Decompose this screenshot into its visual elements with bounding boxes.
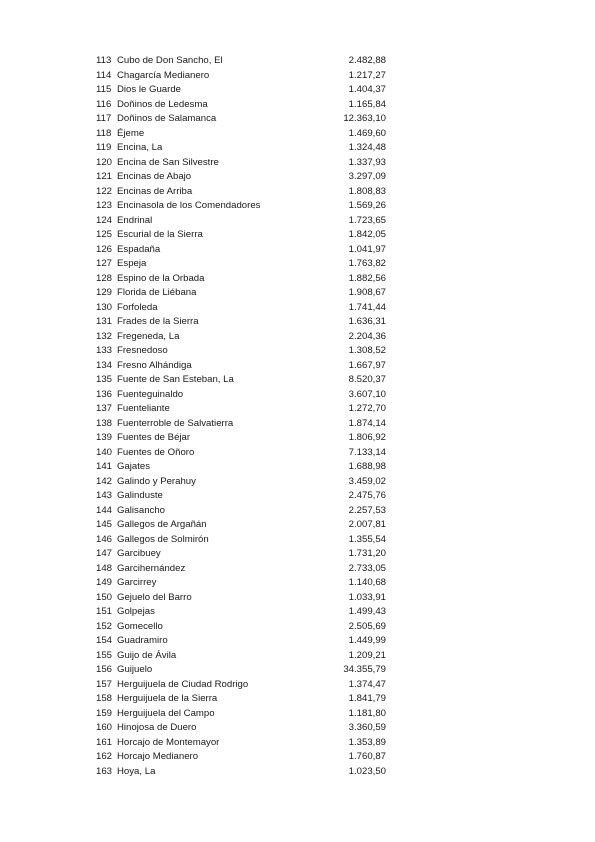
amount-value: 1.499,43 — [348, 606, 386, 617]
amount-value: 2.204,36 — [348, 330, 386, 342]
list-item — [96, 547, 386, 562]
item-number: 134 — [96, 359, 113, 371]
list-item — [96, 257, 386, 272]
amount-value: 1.908,67 — [348, 287, 386, 298]
item-number: 126 — [96, 243, 113, 255]
list-item — [96, 562, 386, 577]
amount-value: 1.308,52 — [348, 345, 386, 356]
list-item — [96, 460, 386, 475]
item-number: 155 — [96, 649, 113, 661]
item-number: 135 — [96, 374, 113, 385]
list-item — [96, 417, 386, 432]
list-item — [96, 605, 386, 620]
amount-value: 34.355,79 — [343, 664, 386, 675]
list-item — [96, 185, 386, 200]
amount-value: 2.482,88 — [348, 55, 386, 66]
municipality-list — [96, 54, 386, 779]
list-item — [96, 707, 386, 722]
item-number: 141 — [96, 461, 113, 472]
municipality-name: Galindo y Perahuy — [117, 475, 196, 487]
municipality-name: Hinojosa de Duero — [117, 722, 197, 733]
item-number: 162 — [96, 751, 113, 762]
item-number: 132 — [96, 330, 113, 342]
list-item — [96, 344, 386, 359]
municipality-name: Frades de la Sierra — [117, 316, 199, 327]
item-number: 121 — [96, 171, 113, 182]
list-item — [96, 199, 386, 214]
list-item — [96, 272, 386, 287]
amount-value: 1.808,83 — [348, 185, 386, 197]
item-number: 129 — [96, 287, 113, 298]
item-number: 147 — [96, 548, 113, 559]
list-item — [96, 750, 386, 765]
list-item — [96, 446, 386, 461]
item-number: 161 — [96, 736, 113, 748]
amount-value: 3.459,02 — [348, 475, 386, 487]
list-item — [96, 388, 386, 403]
list-item — [96, 170, 386, 185]
municipality-name: Espadaña — [117, 243, 161, 255]
item-number: 136 — [96, 388, 113, 400]
list-item — [96, 141, 386, 156]
municipality-name: Fuenterroble de Salvatierra — [117, 417, 234, 429]
list-item — [96, 591, 386, 606]
list-item — [96, 649, 386, 664]
municipality-name: Chagarcía Medianero — [117, 69, 210, 81]
item-number: 124 — [96, 214, 113, 226]
list-item — [96, 330, 386, 345]
item-number: 159 — [96, 707, 113, 719]
amount-value: 1.404,37 — [348, 84, 386, 95]
item-number: 140 — [96, 446, 113, 458]
municipality-name: Fuenteguinaldo — [117, 388, 184, 400]
amount-value: 2.505,69 — [348, 620, 386, 632]
item-number: 113 — [96, 55, 112, 66]
amount-value: 12.363,10 — [343, 113, 386, 124]
list-item — [96, 228, 386, 243]
list-item — [96, 533, 386, 548]
municipality-name: Herguijuela de la Sierra — [117, 693, 218, 704]
item-number: 117 — [96, 113, 112, 124]
item-number: 160 — [96, 722, 113, 733]
municipality-name: Encinasola de los Comendadores — [117, 200, 261, 211]
municipality-name: Herguijuela del Campo — [117, 707, 215, 719]
amount-value: 1.023,50 — [348, 765, 386, 777]
item-number: 143 — [96, 490, 113, 501]
amount-value: 1.667,97 — [348, 359, 386, 371]
municipality-name: Doñinos de Salamanca — [117, 113, 217, 124]
municipality-name: Gajates — [117, 461, 151, 472]
list-item — [96, 301, 386, 316]
list-item — [96, 736, 386, 751]
amount-value: 1.355,54 — [348, 533, 386, 545]
municipality-name: Éjeme — [117, 127, 145, 139]
municipality-name: Garcibuey — [117, 548, 161, 559]
amount-value: 1.469,60 — [348, 127, 386, 139]
municipality-name: Espino de la Orbada — [117, 272, 205, 284]
amount-value: 3.607,10 — [348, 388, 386, 400]
list-item — [96, 315, 386, 330]
municipality-name: Horcajo de Montemayor — [117, 736, 220, 748]
amount-value: 1.874,14 — [348, 417, 386, 429]
municipality-name: Garcirrey — [117, 577, 157, 588]
item-number: 122 — [96, 185, 113, 197]
municipality-name: Guadramiro — [117, 635, 168, 646]
amount-value: 1.041,97 — [348, 243, 386, 255]
item-number: 144 — [96, 504, 113, 516]
municipality-name: Gallegos de Solmirón — [117, 533, 209, 545]
municipality-name: Fuentes de Oñoro — [117, 446, 195, 458]
amount-value: 8.520,37 — [348, 374, 386, 385]
amount-value: 1.806,92 — [348, 432, 386, 443]
list-item — [96, 518, 386, 533]
municipality-name: Forfoleda — [117, 301, 158, 313]
item-number: 154 — [96, 635, 113, 646]
list-item — [96, 286, 386, 301]
municipality-name: Encina, La — [117, 142, 163, 153]
municipality-name: Fresnedoso — [117, 345, 168, 356]
municipality-name: Galisancho — [117, 504, 165, 516]
amount-value: 1.763,82 — [348, 258, 386, 269]
amount-value: 1.272,70 — [348, 403, 386, 414]
amount-value: 1.569,26 — [348, 200, 386, 211]
municipality-name: Gejuelo del Barro — [117, 591, 192, 603]
item-number: 150 — [96, 591, 113, 603]
municipality-name: Encinas de Abajo — [117, 171, 192, 182]
amount-value: 1.731,20 — [348, 548, 386, 559]
amount-value: 1.842,05 — [348, 229, 386, 240]
list-item — [96, 721, 386, 736]
list-item — [96, 431, 386, 446]
municipality-name: Galinduste — [117, 490, 163, 501]
list-item — [96, 69, 386, 84]
amount-value: 1.140,68 — [348, 577, 386, 588]
municipality-name: Encinas de Arriba — [117, 185, 193, 197]
municipality-name: Cubo de Don Sancho, El — [117, 55, 223, 66]
amount-value: 1.033,91 — [348, 591, 386, 603]
municipality-name: Fuentes de Béjar — [117, 432, 191, 443]
list-item — [96, 475, 386, 490]
municipality-name: Fuente de San Esteban, La — [117, 374, 234, 385]
amount-value: 1.723,65 — [348, 214, 386, 226]
item-number: 123 — [96, 200, 113, 211]
list-item — [96, 54, 386, 69]
amount-value: 1.841,79 — [348, 693, 386, 704]
list-item — [96, 373, 386, 388]
amount-value: 1.760,87 — [348, 751, 386, 762]
amount-value: 1.217,27 — [348, 69, 386, 81]
item-number: 114 — [96, 69, 112, 81]
item-number: 130 — [96, 301, 113, 313]
municipality-name: Dios le Guarde — [117, 84, 181, 95]
municipality-name: Guijo de Ávila — [117, 649, 177, 661]
list-item — [96, 243, 386, 258]
list-item — [96, 678, 386, 693]
municipality-name: Horcajo Medianero — [117, 751, 199, 762]
item-number: 145 — [96, 519, 113, 530]
amount-value: 1.374,47 — [348, 678, 386, 690]
list-item — [96, 765, 386, 780]
amount-value: 1.324,48 — [348, 142, 386, 153]
item-number: 127 — [96, 258, 113, 269]
list-item — [96, 663, 386, 678]
list-item — [96, 127, 386, 142]
amount-value: 1.882,56 — [348, 272, 386, 284]
amount-value: 1.337,93 — [348, 156, 386, 168]
item-number: 118 — [96, 127, 112, 139]
municipality-name: Encina de San Silvestre — [117, 156, 219, 168]
item-number: 137 — [96, 403, 113, 414]
list-item — [96, 620, 386, 635]
list-item — [96, 83, 386, 98]
amount-value: 2.733,05 — [348, 562, 386, 574]
amount-value: 1.636,31 — [348, 316, 386, 327]
item-number: 125 — [96, 229, 113, 240]
item-number: 139 — [96, 432, 113, 443]
amount-value: 7.133,14 — [348, 446, 386, 458]
municipality-name: Garcihernández — [117, 562, 186, 574]
municipality-name: Doñinos de Ledesma — [117, 98, 208, 110]
municipality-name: Fresno Alhándiga — [117, 359, 192, 371]
list-item — [96, 98, 386, 113]
item-number: 119 — [96, 142, 112, 153]
item-number: 157 — [96, 678, 113, 690]
item-number: 151 — [96, 606, 113, 617]
item-number: 133 — [96, 345, 113, 356]
list-item — [96, 576, 386, 591]
municipality-name: Gomecello — [117, 620, 163, 632]
amount-value: 1.741,44 — [348, 301, 386, 313]
list-item — [96, 214, 386, 229]
municipality-name: Espeja — [117, 258, 147, 269]
municipality-name: Fregeneda, La — [117, 330, 180, 342]
item-number: 131 — [96, 316, 113, 327]
list-item — [96, 402, 386, 417]
municipality-name: Guijuelo — [117, 664, 153, 675]
item-number: 115 — [96, 84, 112, 95]
item-number: 149 — [96, 577, 113, 588]
amount-value: 2.007,81 — [348, 519, 386, 530]
item-number: 148 — [96, 562, 113, 574]
item-number: 116 — [96, 98, 112, 110]
item-number: 163 — [96, 765, 113, 777]
item-number: 152 — [96, 620, 113, 632]
amount-value: 2.257,53 — [348, 504, 386, 516]
list-item — [96, 634, 386, 649]
amount-value: 1.449,99 — [348, 635, 386, 646]
list-item — [96, 112, 386, 127]
item-number: 146 — [96, 533, 113, 545]
municipality-name: Herguijuela de Ciudad Rodrigo — [117, 678, 249, 690]
amount-value: 1.209,21 — [348, 649, 386, 661]
amount-value: 3.360,59 — [348, 722, 386, 733]
item-number: 142 — [96, 475, 113, 487]
amount-value: 1.181,80 — [348, 707, 386, 719]
amount-value: 1.688,98 — [348, 461, 386, 472]
amount-value: 2.475,76 — [348, 490, 386, 501]
list-item — [96, 156, 386, 171]
municipality-name: Escurial de la Sierra — [117, 229, 203, 240]
municipality-name: Golpejas — [117, 606, 155, 617]
amount-value: 1.353,89 — [348, 736, 386, 748]
list-item — [96, 504, 386, 519]
municipality-name: Gallegos de Argañán — [117, 519, 207, 530]
item-number: 120 — [96, 156, 113, 168]
amount-value: 3.297,09 — [348, 171, 386, 182]
item-number: 158 — [96, 693, 113, 704]
item-number: 138 — [96, 417, 113, 429]
item-number: 156 — [96, 664, 113, 675]
list-item — [96, 359, 386, 374]
municipality-name: Hoya, La — [117, 765, 156, 777]
item-number: 128 — [96, 272, 113, 284]
municipality-name: Endrinal — [117, 214, 153, 226]
list-item — [96, 692, 386, 707]
municipality-name: Florida de Liébana — [117, 287, 197, 298]
list-item — [96, 489, 386, 504]
amount-value: 1.165,84 — [348, 98, 386, 110]
municipality-name: Fuenteliante — [117, 403, 170, 414]
